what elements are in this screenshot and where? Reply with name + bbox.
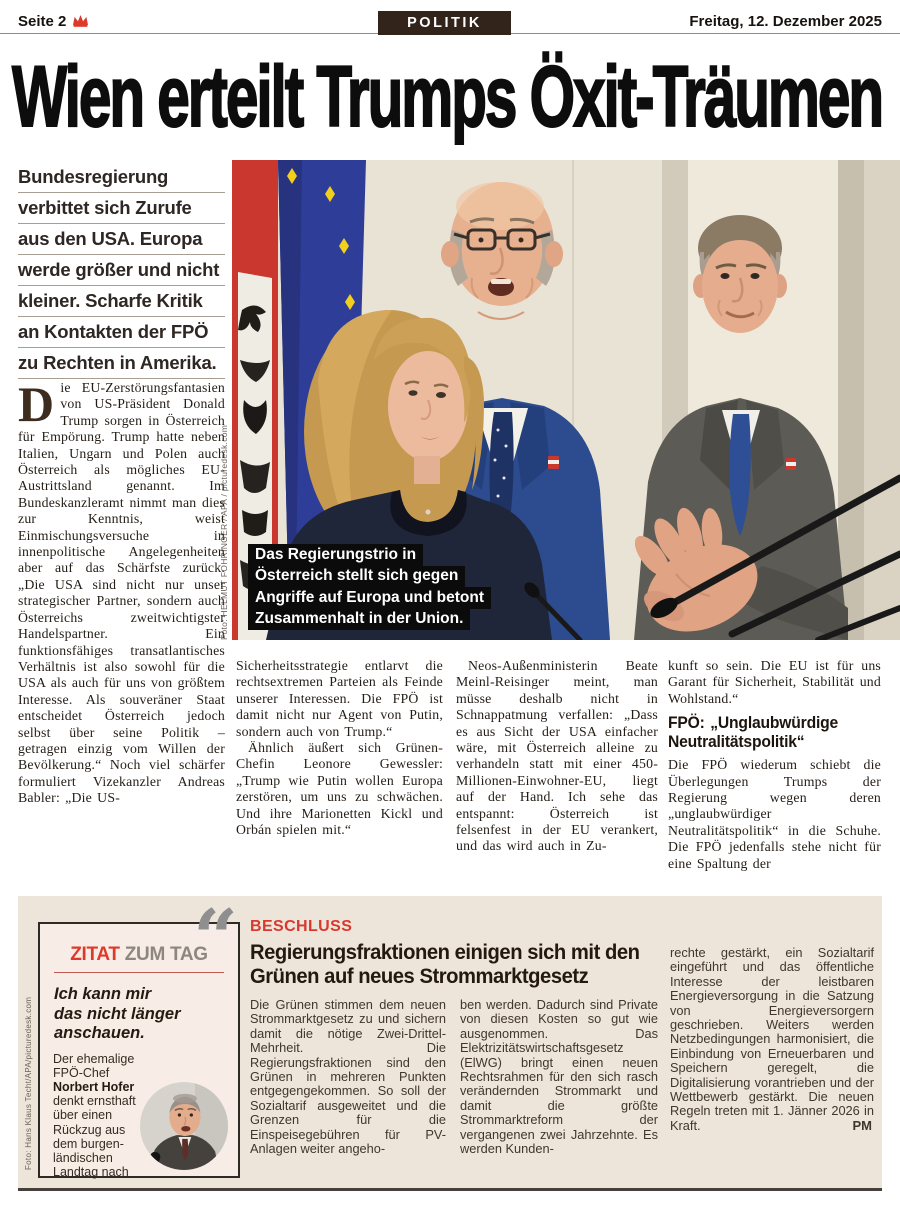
intro-line: kleiner. Scharfe Kritik: [18, 286, 225, 317]
main-headline: Wien erteilt Trumps Öxit-Träumen: [12, 49, 883, 145]
attribution-text: Der ehemalige FPÖ-Chef: [53, 1051, 135, 1080]
beschluss-text: rechte gestärkt, ein Sozialtarif eingeführt und das öffentliche Interesse der leistbaren Energieversorgung in die Satzung von Energieversorgern geschrieben. Weiters werden Netzbedingungen harmonisiert, die Einbindung von Erneuerbaren und Speichern geregelt, die Digitalisierung vorantrieben und der Wettbewerb gestärkt. Die neuen Regeln treten mit 1. Jänner 2026 in Kraft.: [670, 945, 874, 1133]
article-text: Neos-Außenministerin Beate Meinl-Reisinger meint, man müsse deshalb nicht in Schnappatmung verfallen: „Dass es aus Sicht der USA einfacher wäre, mit Österreich alleine zu verhandeln statt mit einer 450-Millionen-Einwohner-EU, liegt auf der Hand. Ich sehe das entspannt: Österreich ist felsenfest in der EU verankert, und das wird auch in Zu-: [456, 658, 658, 854]
quote-line: anschauen.: [54, 1024, 145, 1042]
beschluss-column-2: ben werden. Dadurch sind Private von diesen Kosten so gut wie ausgenommen. Das Elektrizitätswirtschaftsgesetz (ElWG) bringt einen neuen Rechtsrahmen für den sich rasch verändernden Strommarkt und damit die größte Strommarktreform der vergangenen zwei Jahrzehnte. Es werden Kunden-: [460, 997, 658, 1157]
caption-line: Angriffe auf Europa und betont: [248, 587, 491, 609]
article-column-1: [18, 376, 225, 807]
intro-line: werde größer und nicht: [18, 255, 225, 286]
beschluss-column-1: Die Grünen stimmen dem neuen Strommarktgesetz zu und sichern damit die nötige Zwei-Drittel-Mehrheit. Die Regierungsfraktionen sind den Grünen in mehreren Punkten entgegengekommen. So soll der Sozialtarif ausgeweitet und die Grenzen für die Einspeisegebühren für PV-Anlagen weiter angeho-: [250, 997, 446, 1157]
quote-kicker-gray: ZUM TAG: [119, 944, 208, 965]
caption-line: Zusammenhalt in der Union.: [248, 609, 470, 631]
beschluss-title-line: Grünen auf neues Strommarktgesetz: [250, 964, 589, 988]
drop-cap: D: [18, 376, 55, 432]
article-column-4: [668, 658, 881, 872]
intro-line: aus den USA. Europa: [18, 224, 225, 255]
quote-photo-credit: Foto: Hans Klaus Techt/APA/picturedesk.com: [24, 996, 33, 1170]
quote-icon: “: [193, 893, 238, 984]
section-badge: [378, 11, 511, 35]
quote-line: Ich kann mir: [54, 985, 152, 1003]
subhead-line: Neutralitätspolitik“: [668, 733, 805, 752]
beschluss-column-3: [670, 946, 874, 1133]
article-text: ie EU-Zerstörungsfantasien von US-Präsident Donald Trump sorgen in Österreich für Empörung. Trump hatte neben Italien, Ungarn und Polen auch Österreich als mögliches EU-Austrittsland genannt. Im Bundeskanzleramt nimmt man dies zur Kenntnis, weist Einmischungsversuche in innenpolitische Angelegenheiten aber auf das Schärfste zurück. „Die USA sind nicht nur unser strategischer Partner, sondern auch Österreichs zweitwichtigster Handelspartner. Ein funktionsfähiges transatlantisches Verhältnis ist also sowohl für die USA als auch für uns von größtem Interesse. Als souveräner Staat entscheidet Österreich jedoch selbst über seine Politik – getragen einzig vom Willen der Bevölkerung.“ Noch viel schärfer formuliert Vizekanzler Andreas Babler: „Die US-: [18, 380, 225, 806]
quote-text: [54, 985, 224, 1044]
article-text: Die FPÖ wiederum schiebt die Überlegungen Trumps der Regierung wegen deren „unglaubwürdiger Neutralitätspolitik“ in die Schuhe. Die FPÖ jedenfalls stehe nicht für eine Spaltung der: [668, 757, 881, 871]
caption-line: Das Regierungstrio in: [248, 544, 423, 566]
page-number-label: [18, 13, 89, 31]
attribution-text: denkt ernsthaft über einen Rückzug aus dem burgenländischen Landtag nach: [53, 1094, 136, 1180]
caption-line: Österreich stellt sich gegen: [248, 566, 465, 588]
intro-line: Bundesregierung: [18, 162, 225, 193]
article-text: Ähnlich äußert sich Grünen-Chefin Leonore Gewessler: „Trump wie Putin wollen Europa zerstören, um uns zu schwächen. Und ihre Marionetten Kickl und Orbán spielen mit.“: [236, 740, 443, 838]
intro-summary: [18, 162, 225, 379]
quote-line: das nicht länger: [54, 1004, 181, 1023]
date-label: Freitag, 12. Dezember 2025: [689, 13, 882, 30]
intro-line: verbittet sich Zurufe: [18, 193, 225, 224]
intro-line: zu Rechten in Amerika.: [18, 348, 225, 379]
attribution-name: Norbert Hofer: [53, 1079, 135, 1094]
intro-line: an Kontakten der FPÖ: [18, 317, 225, 348]
article-subhead: [668, 714, 881, 752]
article-text: Sicherheitsstrategie entlarvt die rechtsextremen Parteien als Feinde unserer Interessen. Die FPÖ ist damit nicht nur Agent von Putin, sondern auch von Trump.“: [236, 658, 443, 739]
bottom-section: [18, 893, 882, 1191]
article-text: kunft so sein. Die EU ist für uns Garant für Sicherheit, Stabilität und Wohlstand.“: [668, 658, 881, 706]
quote-attribution: [53, 1052, 226, 1180]
quote-of-the-day-box: [38, 893, 240, 1180]
press-conference-photo: [232, 160, 900, 640]
subhead-line: FPÖ: „Unglaubwürdige: [668, 714, 839, 733]
photo-credit: Foto: HELMUT FOHRINGER / APA / picturedesk.com: [219, 424, 229, 640]
article-column-2: [236, 658, 443, 838]
beschluss-kicker: BESCHLUSS: [250, 918, 353, 935]
crown-icon: [72, 14, 89, 27]
quote-kicker-red: ZITAT: [70, 944, 120, 965]
norbert-hofer-photo: [140, 1082, 228, 1170]
beschluss-title-line: Regierungsfraktionen einigen sich mit den: [250, 940, 640, 964]
photo-caption: [248, 544, 491, 630]
section-label: POLITIK: [407, 15, 482, 31]
author-initials: PM: [852, 1117, 872, 1133]
article-column-3: [456, 658, 658, 855]
page-label-text: Seite 2: [18, 13, 67, 30]
